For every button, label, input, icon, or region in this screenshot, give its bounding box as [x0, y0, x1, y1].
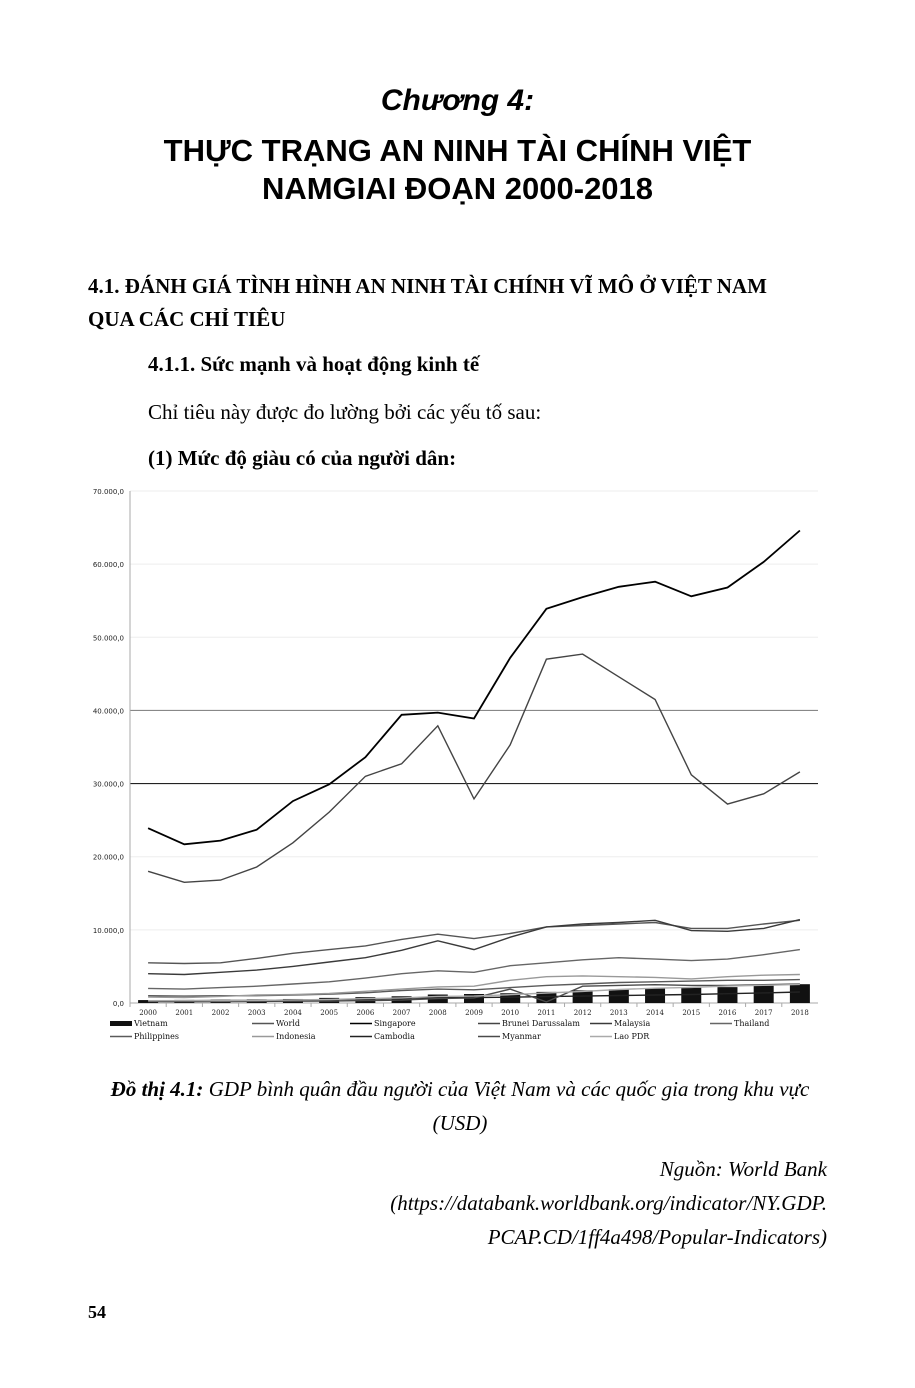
x-tick-label: 2008 — [428, 1009, 447, 1017]
legend-label: Vietnam — [134, 1019, 168, 1028]
legend-label: Indonesia — [276, 1032, 316, 1041]
x-tick-label: 2003 — [247, 1009, 266, 1017]
world-line — [148, 920, 800, 963]
vietnam-bar — [754, 986, 774, 1003]
chapter-title-line1: THỰC TRẠNG AN NINH TÀI CHÍNH VIỆT — [163, 133, 752, 168]
chapter-title-line2: NAMGIAI ĐOẠN 2000-2018 — [261, 171, 654, 206]
x-tick-label: 2000 — [139, 1009, 158, 1017]
y-tick-label: 0,0 — [112, 1000, 124, 1008]
caption-label: Đồ thị 4.1: — [110, 1077, 204, 1101]
caption-text: GDP bình quân đầu người của Việt Nam và các quốc gia trong khu vực (USD) — [203, 1077, 810, 1135]
source-line2: (https://databank.worldbank.org/indicator/NY.GDP. — [390, 1191, 827, 1215]
x-tick-label: 2017 — [754, 1009, 773, 1017]
singapore-line — [148, 531, 800, 845]
x-tick-label: 2014 — [646, 1009, 664, 1017]
legend-label: Myanmar — [502, 1032, 541, 1041]
chapter-number: Chương 4: — [380, 84, 535, 117]
y-tick-label: 70.000,0 — [92, 488, 124, 496]
legend-label: Lao PDR — [614, 1032, 650, 1041]
x-tick-label: 2009 — [465, 1009, 483, 1017]
y-tick-label: 30.000,0 — [92, 780, 124, 789]
y-tick-label: 10.000,0 — [92, 926, 124, 935]
x-tick-label: 2015 — [682, 1009, 701, 1017]
body-paragraph: Chỉ tiêu này được đo lường bởi các yếu tố sau: — [148, 400, 542, 424]
x-tick-label: 2013 — [609, 1009, 628, 1017]
x-tick-label: 2006 — [356, 1009, 375, 1017]
vietnam-bar — [681, 988, 701, 1003]
item-heading: (1) Mức độ giàu có của người dân: — [148, 446, 457, 470]
x-tick-label: 2002 — [211, 1009, 230, 1017]
x-tick-label: 2004 — [284, 1009, 302, 1017]
vietnam-bar — [790, 984, 810, 1003]
x-tick-label: 2007 — [392, 1009, 411, 1017]
page-number: 54 — [88, 1302, 106, 1322]
legend-label: World — [276, 1019, 300, 1028]
legend-label: Brunei Darussalam — [502, 1019, 580, 1028]
gdp-per-capita-chart — [80, 482, 840, 1062]
chapter-title — [0, 132, 915, 208]
legend-label: Thailand — [734, 1019, 770, 1028]
x-tick-label: 2018 — [790, 1009, 809, 1017]
x-tick-label: 2016 — [718, 1009, 737, 1017]
brunei-darussalam-line — [148, 654, 800, 882]
figure-caption — [100, 1072, 820, 1140]
subsection-heading: 4.1.1. Sức mạnh và hoạt động kinh tế — [148, 352, 480, 376]
legend-label: Cambodia — [374, 1032, 415, 1041]
x-tick-label: 2012 — [573, 1009, 592, 1017]
source-line3: PCAP.CD/1ff4a498/Popular-Indicators) — [487, 1225, 827, 1249]
vietnam-bar — [717, 987, 737, 1003]
x-tick-label: 2005 — [320, 1009, 339, 1017]
x-tick-label: 2001 — [175, 1009, 194, 1017]
legend-swatch — [110, 1021, 132, 1026]
legend-label: Malaysia — [614, 1019, 651, 1028]
legend-label: Philippines — [134, 1032, 180, 1041]
legend-label: Singapore — [374, 1019, 416, 1028]
y-tick-label: 60.000,0 — [92, 561, 124, 570]
section-heading: 4.1. ĐÁNH GIÁ TÌNH HÌNH AN NINH TÀI CHÍNH VĨ MÔ Ở VIỆT NAM QUA CÁC CHỈ TIÊU — [88, 274, 767, 331]
y-tick-label: 40.000,0 — [92, 707, 124, 716]
y-tick-label: 50.000,0 — [92, 634, 124, 643]
x-tick-label: 2011 — [537, 1009, 556, 1017]
thailand-line — [148, 950, 800, 990]
x-tick-label: 2010 — [501, 1009, 520, 1017]
figure-source — [227, 1152, 827, 1254]
y-tick-label: 20.000,0 — [92, 853, 124, 862]
source-line1: Nguồn: World Bank — [659, 1157, 827, 1181]
